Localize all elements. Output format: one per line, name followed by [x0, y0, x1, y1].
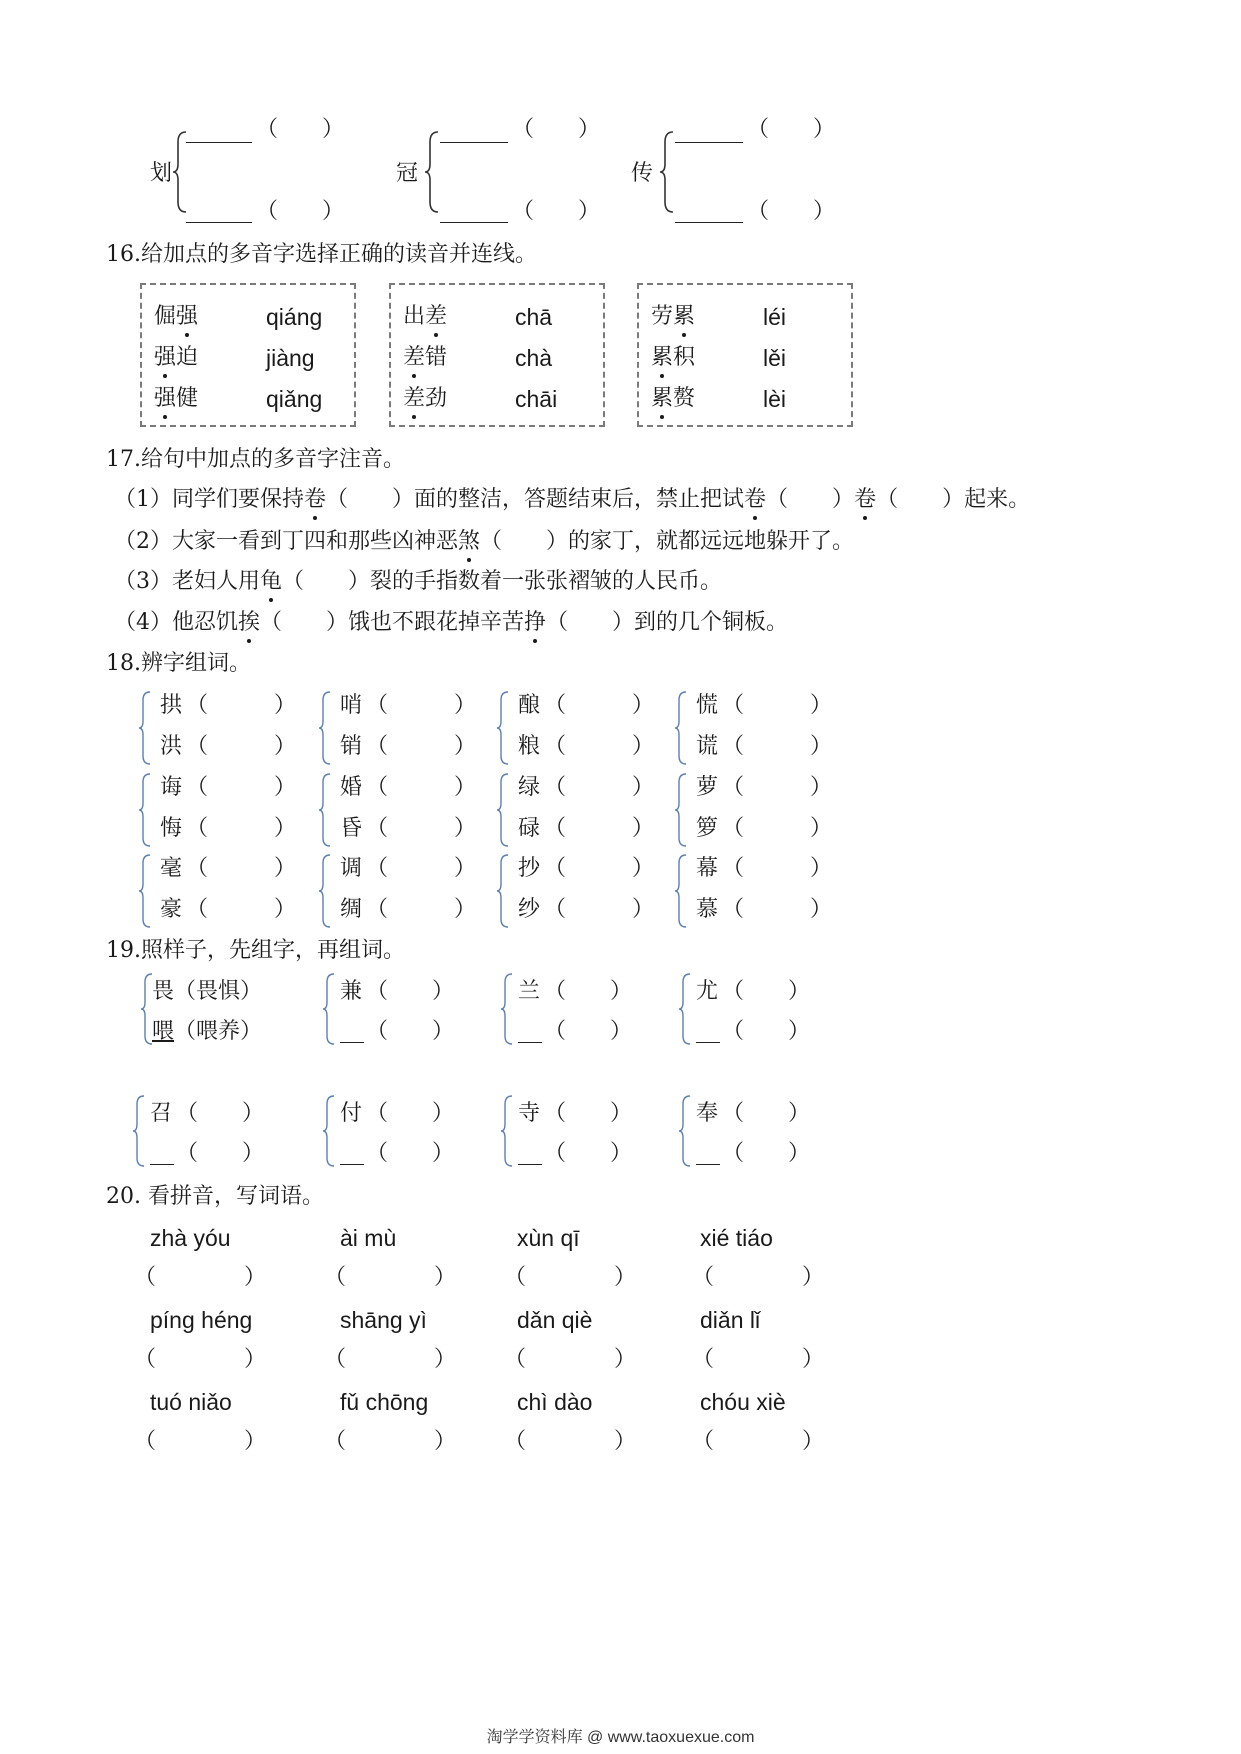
answer-paren[interactable]: （ ） [186, 775, 297, 800]
answer-blank[interactable] [186, 222, 252, 223]
word-item[interactable]: 差错 [403, 345, 448, 370]
answer-paren[interactable]: （ ） [134, 1265, 267, 1290]
pinyin-prompt: ài mù [340, 1225, 397, 1251]
answer-blank[interactable] [518, 1042, 542, 1043]
pinyin-option[interactable]: qiǎng [266, 386, 323, 412]
pinyin-option[interactable]: chā [515, 304, 553, 330]
answer-paren[interactable]: （ ） [544, 979, 633, 1004]
sentence-3: （3）老妇人用龟（ ）裂的手指数着一张张褶皱的人民币。 [114, 569, 723, 594]
answer-paren[interactable]: （ ） [504, 1265, 637, 1290]
pinyin-option[interactable]: lèi [763, 386, 787, 412]
answer-blank[interactable] [340, 1164, 364, 1165]
answer-paren[interactable]: （ ） [722, 1141, 811, 1166]
pinyin-option[interactable]: chāi [515, 386, 558, 412]
answer-paren[interactable]: （ ） [544, 693, 655, 718]
answer-paren[interactable]: （ ） [722, 1101, 811, 1126]
pinyin-prompt: tuó niǎo [150, 1389, 232, 1415]
question-title: 16.给加点的多音字选择正确的读音并连线。 [106, 242, 537, 267]
char-item: 慕 [696, 897, 719, 922]
char-item: 兼 [340, 979, 363, 1004]
sentence-4: （4）他忍饥挨（ ）饿也不跟花掉辛苦挣（ ）到的几个铜板。 [114, 610, 789, 635]
brace-icon [678, 1094, 692, 1168]
char-item: 纱 [518, 897, 541, 922]
sentence-2: （2）大家一看到丁四和那些凶神恶煞（ ）的家丁，就都远远地躲开了。 [114, 529, 855, 554]
answer-paren[interactable]: （ ） [504, 1347, 637, 1372]
answer-paren[interactable]: （ ） [176, 1101, 265, 1126]
brace-icon [496, 853, 510, 929]
pinyin-prompt: diǎn lǐ [700, 1307, 761, 1333]
answer-paren[interactable]: （ ） [176, 1141, 265, 1166]
footer-watermark: 淘学学资料库 @ www.taoxuexue.com [486, 1729, 755, 1746]
word-item[interactable]: 倔强 [154, 304, 199, 329]
answer-paren[interactable]: （ ） [544, 816, 655, 841]
answer-paren[interactable]: （ ） [186, 856, 297, 881]
brace-icon [318, 772, 332, 848]
answer-blank[interactable] [150, 1164, 174, 1165]
char-item: 豪 [160, 897, 183, 922]
answer-paren[interactable]: （ ） [544, 1141, 633, 1166]
char-item: 尤 [696, 979, 719, 1004]
answer-paren[interactable]: （ ） [366, 979, 455, 1004]
char-item: 拱 [160, 693, 183, 718]
answer-paren[interactable]: （ ） [692, 1347, 825, 1372]
q15-char: 传 [631, 161, 654, 186]
sample-top: 畏（畏惧） [152, 979, 263, 1004]
brace-icon [138, 690, 152, 766]
question-title: 18.辨字组词。 [106, 651, 251, 676]
answer-paren[interactable]: （ ） [722, 775, 833, 800]
answer-blank[interactable] [440, 222, 508, 223]
char-item: 抄 [518, 856, 541, 881]
char-item: 毫 [160, 856, 183, 881]
answer-paren[interactable]: （ ） [544, 1019, 633, 1044]
answer-paren[interactable]: （ ） [366, 816, 477, 841]
answer-paren[interactable]: （ ） [366, 897, 477, 922]
answer-paren[interactable]: （ ） [366, 693, 477, 718]
char-item: 奉 [696, 1101, 719, 1126]
word-item[interactable]: 出差 [403, 304, 448, 329]
brace-icon [500, 1094, 514, 1168]
brace-icon [318, 690, 332, 766]
brace-icon [496, 772, 510, 848]
word-item[interactable]: 强迫 [154, 345, 199, 370]
char-item: 销 [340, 734, 363, 759]
q15-char: 冠 [396, 161, 419, 186]
sentence-1: （1）同学们要保持卷（ ）面的整洁，答题结束后，禁止把试卷（ ）卷（ ）起来。 [114, 487, 1031, 512]
char-item: 谎 [696, 734, 719, 759]
pinyin-option[interactable]: chà [515, 345, 553, 371]
answer-blank[interactable] [186, 142, 252, 143]
pinyin-option[interactable]: qiáng [266, 304, 323, 330]
char-item: 付 [340, 1101, 363, 1126]
sample-bottom: 喂（喂养） [152, 1019, 263, 1044]
brace-icon [674, 690, 688, 766]
brace-icon [678, 972, 692, 1046]
brace-icon [659, 130, 675, 214]
answer-paren[interactable]: （ ） [186, 693, 297, 718]
answer-paren[interactable]: （ ） [366, 1019, 455, 1044]
char-item: 洪 [160, 734, 183, 759]
answer-paren[interactable]: （ ） [256, 117, 345, 142]
brace-icon [424, 130, 440, 214]
answer-paren[interactable]: （ ） [186, 734, 297, 759]
char-item: 兰 [518, 979, 541, 1004]
answer-paren[interactable]: （ ） [722, 897, 833, 922]
answer-paren[interactable]: （ ） [134, 1429, 267, 1454]
answer-paren[interactable]: （ ） [692, 1265, 825, 1290]
answer-blank[interactable] [696, 1164, 720, 1165]
brace-icon [132, 1094, 146, 1168]
answer-paren[interactable]: （ ） [544, 734, 655, 759]
brace-icon [322, 1094, 336, 1168]
pinyin-prompt: zhà yóu [150, 1225, 231, 1251]
answer-paren[interactable]: （ ） [134, 1347, 267, 1372]
char-item: 慌 [696, 693, 719, 718]
answer-paren[interactable]: （ ） [544, 1101, 633, 1126]
pinyin-prompt: chóu xiè [700, 1389, 786, 1415]
brace-icon [496, 690, 510, 766]
answer-paren[interactable]: （ ） [366, 1101, 455, 1126]
answer-blank[interactable] [696, 1042, 720, 1043]
pinyin-option[interactable]: lěi [763, 345, 787, 371]
brace-icon [500, 972, 514, 1046]
answer-paren[interactable]: （ ） [544, 775, 655, 800]
answer-paren[interactable]: （ ） [366, 734, 477, 759]
answer-paren[interactable]: （ ） [324, 1429, 457, 1454]
pinyin-prompt: píng héng [150, 1307, 253, 1333]
brace-icon [318, 853, 332, 929]
brace-icon [674, 853, 688, 929]
char-item: 哨 [340, 693, 363, 718]
char-item: 寺 [518, 1101, 541, 1126]
brace-icon [138, 853, 152, 929]
answer-paren[interactable]: （ ） [324, 1347, 457, 1372]
char-item: 悔 [160, 816, 183, 841]
word-item[interactable]: 差劲 [403, 386, 448, 411]
char-item: 绿 [518, 775, 541, 800]
char-item: 幕 [696, 856, 719, 881]
pinyin-prompt: chì dào [517, 1389, 593, 1415]
answer-paren[interactable]: （ ） [186, 897, 297, 922]
answer-paren[interactable]: （ ） [722, 979, 811, 1004]
answer-blank[interactable] [675, 222, 743, 223]
answer-paren[interactable]: （ ） [544, 897, 655, 922]
answer-paren[interactable]: （ ） [186, 816, 297, 841]
answer-paren[interactable]: （ ） [747, 117, 836, 142]
char-item: 粮 [518, 734, 541, 759]
answer-blank[interactable] [518, 1164, 542, 1165]
answer-blank[interactable] [675, 142, 743, 143]
answer-paren[interactable]: （ ） [722, 816, 833, 841]
word-item[interactable]: 劳累 [651, 304, 696, 329]
answer-paren[interactable]: （ ） [722, 693, 833, 718]
char-item: 绸 [340, 897, 363, 922]
brace-icon [674, 772, 688, 848]
char-item: 酿 [518, 693, 541, 718]
char-item: 碌 [518, 816, 541, 841]
brace-icon [138, 772, 152, 848]
answer-paren[interactable]: （ ） [324, 1265, 457, 1290]
answer-paren[interactable]: （ ） [504, 1429, 637, 1454]
char-item: 婚 [340, 775, 363, 800]
answer-paren[interactable]: （ ） [512, 117, 601, 142]
answer-blank[interactable] [440, 142, 508, 143]
question-title: 20. 看拼音，写词语。 [106, 1184, 324, 1209]
word-item[interactable]: 累积 [651, 345, 696, 370]
pinyin-option[interactable]: léi [763, 304, 787, 330]
answer-paren[interactable]: （ ） [512, 199, 601, 224]
question-title: 17.给句中加点的多音字注音。 [106, 447, 405, 472]
answer-paren[interactable]: （ ） [366, 1141, 455, 1166]
char-item: 箩 [696, 816, 719, 841]
answer-paren[interactable]: （ ） [366, 775, 477, 800]
char-item: 诲 [160, 775, 183, 800]
pinyin-prompt: shāng yì [340, 1307, 427, 1333]
question-title: 19.照样子，先组字，再组词。 [106, 938, 405, 963]
answer-paren[interactable]: （ ） [692, 1429, 825, 1454]
answer-paren[interactable]: （ ） [544, 856, 655, 881]
answer-paren[interactable]: （ ） [722, 734, 833, 759]
char-item: 调 [340, 856, 363, 881]
answer-paren[interactable]: （ ） [747, 199, 836, 224]
answer-paren[interactable]: （ ） [722, 1019, 811, 1044]
answer-paren[interactable]: （ ） [722, 856, 833, 881]
word-item[interactable]: 累赘 [651, 386, 696, 411]
brace-icon [322, 972, 336, 1046]
pinyin-prompt: xié tiáo [700, 1225, 773, 1251]
pinyin-prompt: fǔ chōng [340, 1389, 429, 1415]
answer-blank[interactable] [340, 1042, 364, 1043]
word-item[interactable]: 强健 [154, 386, 199, 411]
char-item: 召 [150, 1101, 173, 1126]
q15-char: 划 [150, 161, 173, 186]
answer-paren[interactable]: （ ） [256, 199, 345, 224]
pinyin-prompt: dǎn qiè [517, 1307, 593, 1333]
answer-paren[interactable]: （ ） [366, 856, 477, 881]
char-item: 萝 [696, 775, 719, 800]
pinyin-prompt: xùn qī [517, 1225, 580, 1251]
pinyin-option[interactable]: jiàng [266, 345, 315, 371]
char-item: 昏 [340, 816, 363, 841]
